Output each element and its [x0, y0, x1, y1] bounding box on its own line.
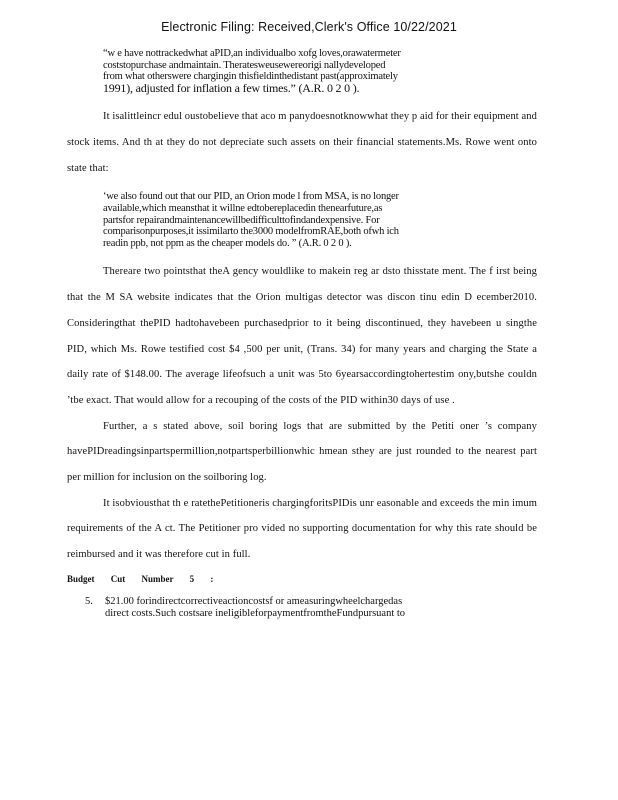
- paragraph-4: It isobviousthat th e ratethePetitioneris chargingforitsPIDis unr easonable and exceeds the min imum requirements of the A ct. The Petitioner pro vided no supporting documentation for why this rate should be reimbursed and it was therefore cut in full.: [67, 497, 537, 561]
- quote-line: partsfor repairandmaintenancewillbedifficulttofindandexpensive. For: [103, 214, 380, 226]
- quote-line: from what otherswere chargingin thisfieldinthedistant past(approximately: [103, 71, 398, 83]
- quote-line: readin ppb, not ppm as the cheaper models do. ” (A.R. 0 2 0 ).: [103, 237, 352, 249]
- paragraph-2: Thereare two pointsthat theA gency wouldlike to makein reg ar dsto thisstate ment. The f irst being that the M SA website indicates that the Orion multigas detector was discon tinu edin D ecember2010. Consideringthat thePID hadtohavebeen purchasedprior to it being discontinued, they havebeen u singthe PID, which Ms. Rowe testified cost $4 ,500 per unit, (Trans. 34) for many years and charging the State a daily rate of $148.00. The average lifeofsuch a unit was 5to 6yearsaccordingtohertestim ony,butshe couldn ’tbe exact. That would allow for a recouping of the costs of the PID within30 days of use .: [67, 266, 537, 406]
- list-line: direct costs.Such costsare ineligibleforpaymentfromtheFundpursuant to: [105, 607, 406, 619]
- quote-line: ‘we also found out that our PID, an Orion mode l from MSA, is no longer: [103, 191, 399, 203]
- quote-line: 1991), adjusted for inflation a few times.” (A.R. 0 2 0 ).: [103, 80, 360, 95]
- quote-line: coststopurchase andmaintain. Theratesweusewereorigi nallydeveloped: [103, 59, 386, 71]
- section-heading: Budget Cut Number 5 :: [67, 573, 214, 584]
- list-item: [67, 596, 537, 620]
- list-item-text: [105, 596, 535, 620]
- blockquote-2: [103, 191, 535, 249]
- quote-line: comparisonpurposes,it issimilarto the3000 modelfromRAE,both ofwh ich: [103, 226, 399, 238]
- paragraph-1: It isalittleincr edul oustobelieve that aco m panydoesnotknowwhat they p aid for their equipment and stock items. And th at they do not depreciate such assets on their financial statements.Ms. Rowe went onto state that:: [67, 111, 537, 174]
- quote-line: available,which meansthat it willne edtobereplacedin thenearfuture,as: [103, 203, 383, 215]
- blockquote-1: [103, 48, 535, 94]
- quote-line: “w e have nottrackedwhat aPID,an individualbo xofg loves,orawatermeter: [103, 48, 401, 59]
- list-line: $21.00 forindirectcorrectiveactioncostsf or ameasuringwheelchargedas: [105, 595, 403, 607]
- filing-header: Electronic Filing: Received,Clerk's Office 10/22/2021: [161, 20, 457, 34]
- document-page: [67, 48, 537, 620]
- list-item-number: 5.: [85, 595, 93, 607]
- paragraph-3: Further, a s stated above, soil boring logs that are submitted by the Petiti oner ’s company havePIDreadingsinpartspermillion,notpartsperbillionwhic hmean sthey are just rounded to the nearest part per million for inclusion on the soilboring log.: [67, 420, 537, 484]
